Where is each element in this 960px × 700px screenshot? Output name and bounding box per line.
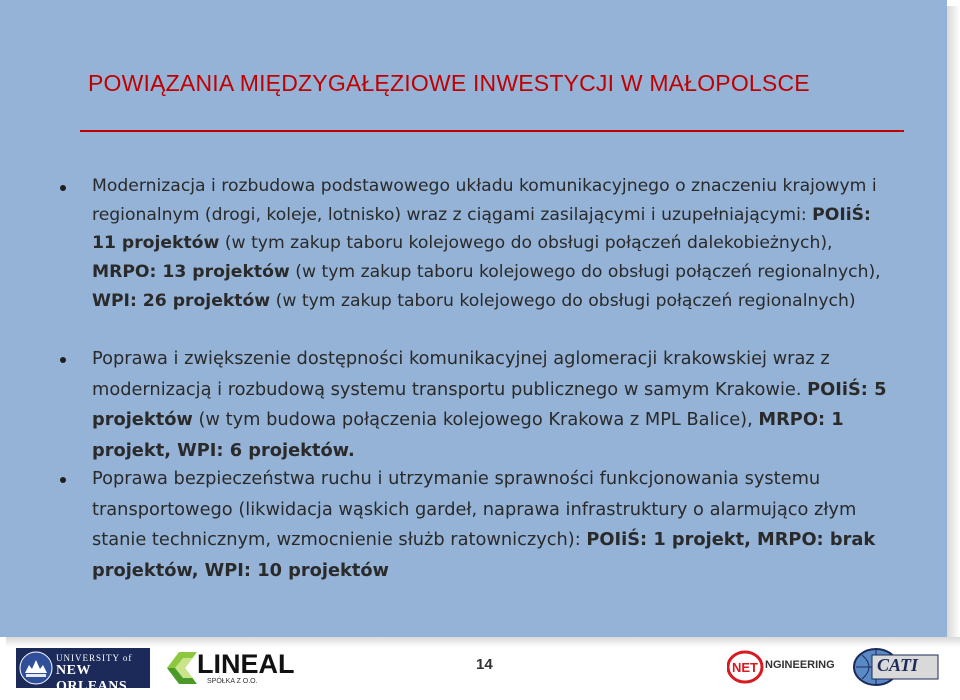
bullet-highlight: POIiŚ: 1 projekt, MRPO: brak projektów, WPI: 10 projektów (92, 529, 876, 581)
bullet-text-3 (92, 464, 892, 586)
title-underline (80, 130, 904, 132)
bullet-dot-3 (60, 477, 66, 483)
bullet-segment: (w tym zakup taboru kolejowego do obsługi połączeń regionalnych), (289, 262, 881, 283)
uno-logo (16, 648, 150, 694)
bullet-segment: (w tym budowa połączenia kolejowego Krakowa z MPL Balice), (192, 409, 759, 431)
uno-seal-icon (19, 651, 53, 685)
page-number: 14 (476, 656, 493, 673)
bullet-highlight: MRPO: 13 projektów (92, 262, 290, 283)
net-engineering-icon (727, 650, 767, 684)
uno-line-2: NEW ORLEANS (56, 663, 128, 694)
cati-logo (852, 647, 942, 687)
net-mark-text: NET (732, 660, 758, 675)
bullet-segment: Poprawa bezpieczeństwa ruchu i utrzymanie sprawności funkcjonowania systemu transportowego (likwidacja wąskich gardeł, naprawa infrastruktury o alarmująco złym stanie technicznym, wzmocnienie służb ratowniczych): (92, 468, 857, 551)
bullet-text-2 (92, 344, 892, 466)
bullet-dot-2 (60, 357, 66, 363)
bullet-highlight: POIiŚ: 5 projektów (92, 378, 887, 431)
net-suffix: NGINEERING (765, 659, 835, 671)
bullet-segment: (w tym zakup taboru kolejowego do obsługi połączeń regionalnych) (270, 290, 856, 311)
bullet-segment: Poprawa i zwiększenie dostępności komunikacyjnej aglomeracji krakowskiej wraz z modernizacją i rozbudową systemu transportu publicznego w samym Krakowie. (92, 348, 830, 400)
bullet-highlight: POIiŚ: 11 projektów (92, 204, 871, 254)
bullet-segment: Modernizacja i rozbudowa podstawowego układu komunikacyjnego o znaczeniu krajowym i regionalnym (drogi, koleje, lotnisko) wraz z ciągami zasilającymi i uzupełniającymi: (92, 176, 877, 225)
slide-shadow-bottom (6, 637, 960, 647)
uno-wordmark (56, 653, 150, 695)
lineal-subtitle: SPÓŁKA Z O.O. (207, 678, 258, 685)
net-engineering-logo (727, 650, 840, 684)
cati-name: CATI (877, 655, 919, 675)
bullet-highlight: MRPO: 1 projekt, WPI: 6 projektów. (92, 409, 844, 461)
bullet-dot-1 (60, 185, 66, 191)
lineal-name: LINEAL (197, 649, 295, 679)
uno-line-1: UNIVERSITY of (56, 653, 133, 663)
lineal-logo (163, 648, 295, 688)
bullet-highlight: WPI: 26 projektów (92, 290, 271, 311)
bullet-segment: (w tym zakup taboru kolejowego do obsługi połączeń dalekobieżnych), (219, 233, 833, 254)
bullet-text-1 (92, 172, 892, 316)
slide-shadow-right (947, 6, 960, 637)
slide-title: POWIĄZANIA MIĘDZYGAŁĘZIOWE INWESTYCJI W MAŁOPOLSCE (88, 70, 810, 96)
